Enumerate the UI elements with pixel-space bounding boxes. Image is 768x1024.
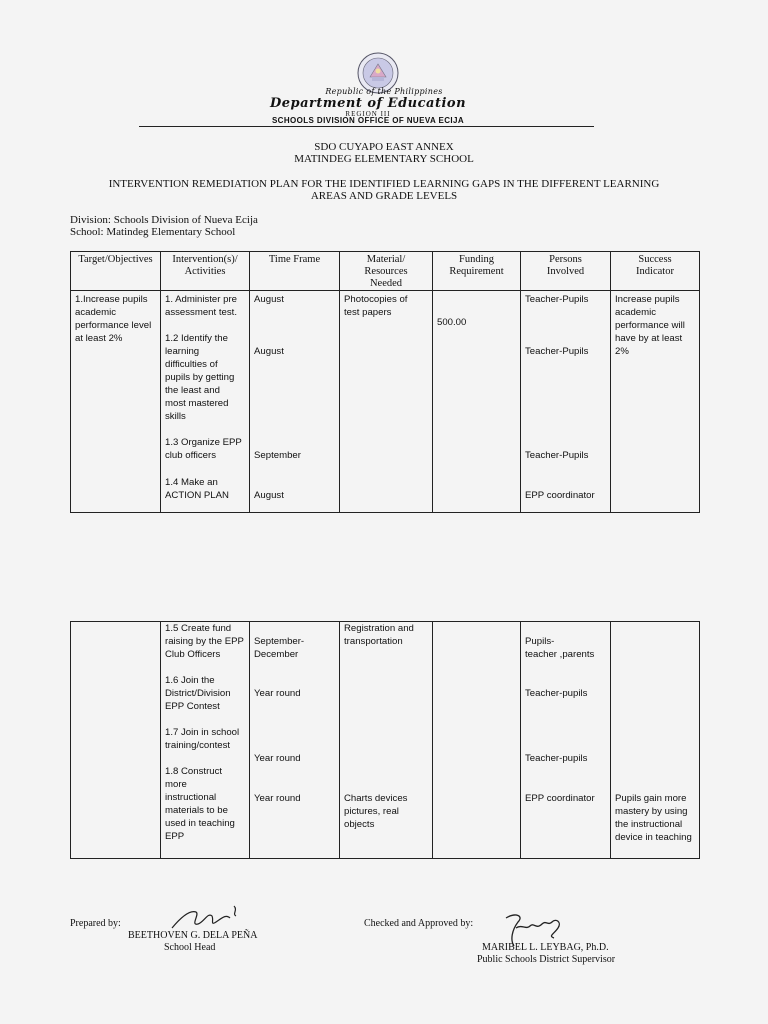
- funding-cell: [433, 291, 521, 513]
- funding-1: 500.00: [437, 317, 467, 328]
- funding-cell: [433, 622, 521, 859]
- time-frame-7: Year round: [254, 753, 301, 764]
- table-header-row: [71, 252, 700, 291]
- persons-3: Teacher-Pupils: [525, 450, 589, 461]
- plan-title-line1: INTERVENTION REMEDIATION PLAN FOR THE IDENTIFIED LEARNING GAPS IN THE DIFFERENT LEARNING: [108, 178, 660, 190]
- time-frame-cell: [250, 622, 340, 859]
- intervention-cell: [161, 291, 250, 513]
- activity-1-2: 1.2 Identify the learning difficulties of pupils by getting the least and most mastered skills: [165, 333, 235, 422]
- school-label: School: Matindeg Elementary School: [70, 226, 236, 238]
- table-row: [71, 622, 700, 859]
- prepared-by-label: Prepared by:: [70, 918, 121, 929]
- department-name: Department of Education: [269, 96, 467, 111]
- plan-table-1: [70, 251, 700, 513]
- school-line: MATINDEG ELEMENTARY SCHOOL: [294, 153, 474, 165]
- letterhead-divider: [139, 126, 594, 127]
- materials-cell: [340, 291, 433, 513]
- success-cell: [611, 291, 700, 513]
- persons-2: Teacher-Pupils: [525, 346, 589, 357]
- prepared-by-name: BEETHOVEN G. DELA PEÑA: [128, 930, 258, 941]
- materials-cell: [340, 622, 433, 859]
- materials-8: Charts devices pictures, real objects: [344, 793, 408, 830]
- time-frame-4: August: [254, 490, 284, 501]
- prepared-by-title: School Head: [164, 942, 216, 953]
- persons-4: EPP coordinator: [525, 490, 595, 501]
- approved-by-label: Checked and Approved by:: [364, 918, 474, 929]
- persons-1: Teacher-Pupils: [525, 294, 589, 305]
- approved-by-title: Public Schools District Supervisor: [477, 954, 616, 965]
- time-frame-2: August: [254, 346, 284, 357]
- time-frame-6: Year round: [254, 688, 301, 699]
- time-frame-3: September: [254, 450, 301, 461]
- success-indicator-1: Increase pupils academic performance will have by at least 2%: [615, 294, 685, 357]
- persons-7: Teacher-pupils: [525, 753, 588, 764]
- division-label: Division: Schools Division of Nueva Ecija: [70, 214, 258, 226]
- col-header-time-frame: Time Frame: [250, 252, 340, 291]
- activity-1-8: 1.8 Construct more instructional materials to be used in teaching EPP: [165, 766, 235, 842]
- col-header-success: Success Indicator: [611, 252, 700, 291]
- activity-1-6: 1.6 Join the District/Division EPP Contest: [165, 675, 231, 712]
- time-frame-cell: [250, 291, 340, 513]
- col-header-intervention: Intervention(s)/ Activities: [161, 252, 250, 291]
- intervention-cell: [161, 622, 250, 859]
- activity-1-5: 1.5 Create fund raising by the EPP Club Officers: [165, 623, 244, 660]
- time-frame-5: September- December: [254, 636, 305, 660]
- col-header-materials: Material/ Resources Needed: [340, 252, 433, 291]
- activity-1-3: 1.3 Organize EPP club officers: [165, 437, 242, 461]
- persons-5: Pupils- teacher ,parents: [525, 636, 595, 660]
- materials-5: Registration and transportation: [344, 623, 414, 647]
- persons-cell: [521, 291, 611, 513]
- sdo-line: SDO CUYAPO EAST ANNEX: [314, 141, 454, 153]
- target-text: 1.Increase pupils academic performance level at least 2%: [75, 294, 152, 344]
- time-frame-8: Year round: [254, 793, 301, 804]
- materials-1: Photocopies of test papers: [344, 294, 408, 318]
- time-frame-1: August: [254, 294, 284, 305]
- activity-1-4: 1.4 Make an ACTION PLAN: [165, 477, 229, 501]
- col-header-target: Target/Objectives: [71, 252, 161, 291]
- target-cell: [71, 622, 161, 859]
- success-indicator-8: Pupils gain more mastery by using the instructional device in teaching: [615, 793, 692, 843]
- col-header-persons: Persons Involved: [521, 252, 611, 291]
- activity-1-7: 1.7 Join in school training/contest: [165, 727, 240, 751]
- persons-cell: [521, 622, 611, 859]
- region-line: REGION III: [345, 110, 391, 118]
- col-header-funding: Funding Requirement: [433, 252, 521, 291]
- activity-1-1: 1. Administer pre assessment test.: [165, 294, 237, 318]
- success-cell: [611, 622, 700, 859]
- table-row: [71, 291, 700, 513]
- target-cell: [71, 291, 161, 513]
- plan-table-2: [70, 621, 700, 859]
- persons-8: EPP coordinator: [525, 793, 595, 804]
- republic-line: Republic of the Philippines: [325, 87, 443, 96]
- division-office-line: SCHOOLS DIVISION OFFICE OF NUEVA ECIJA: [271, 116, 465, 125]
- plan-title-line2: AREAS AND GRADE LEVELS: [310, 190, 458, 202]
- approved-by-name: MARIBEL L. LEYBAG, Ph.D.: [482, 942, 609, 953]
- persons-6: Teacher-pupils: [525, 688, 588, 699]
